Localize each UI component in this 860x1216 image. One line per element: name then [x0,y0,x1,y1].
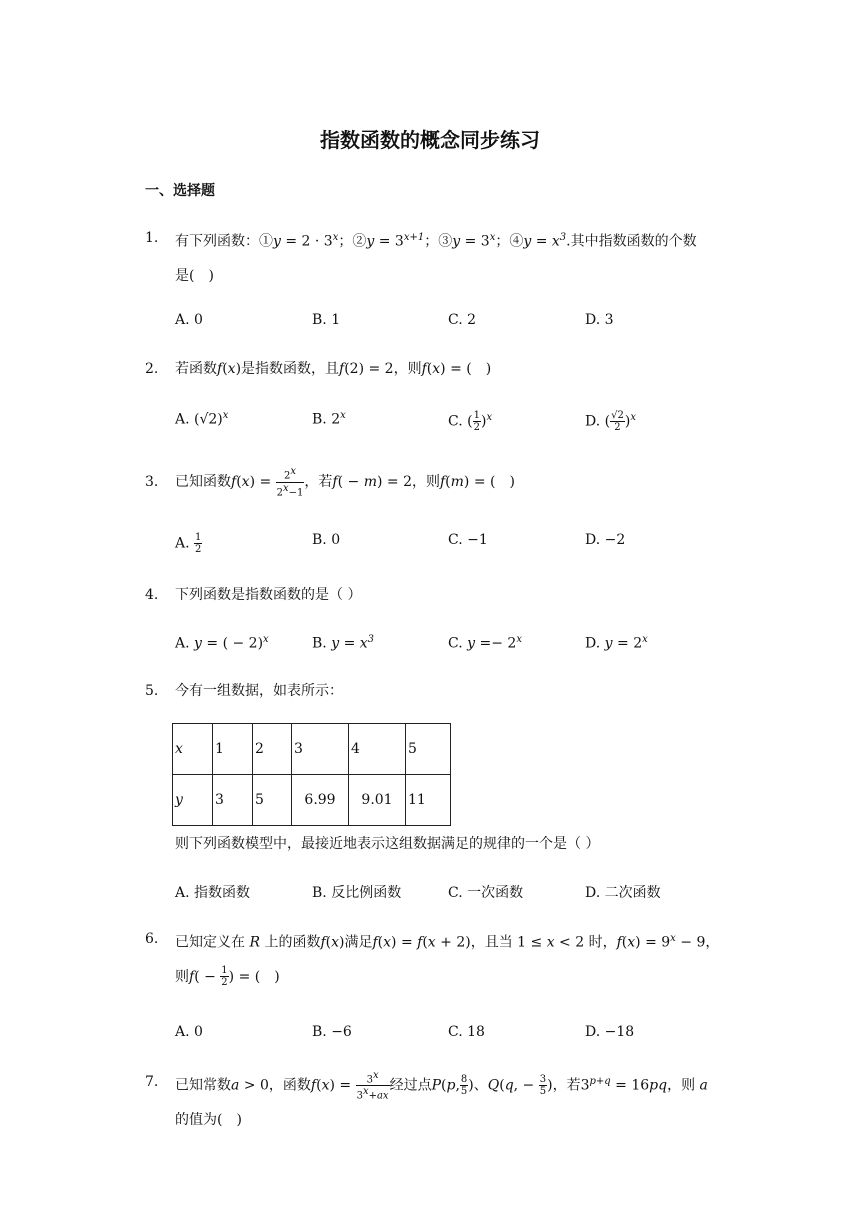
table-cell: 2 [253,724,292,775]
table-cell: 3 [213,775,253,826]
question-number: 5. [145,683,159,699]
question-7 [145,1065,730,1137]
options-5 [175,882,735,906]
table-cell: 1 [213,724,253,775]
option-a: A. y = ( − 2)$^x$ [175,634,269,652]
table-row [173,775,451,826]
option-a: A. 0 [175,1024,203,1040]
question-stem: 有下列函数：①y = $2 \cdot 3^x$；②y = $3^{x+1}$；③y = $3^x$；④y = $x^3$.其中指数函数的个数 是( ) [175,232,697,284]
table-cell: 5 [406,724,451,775]
question-number: 6. [145,931,159,947]
question-number: 7. [145,1074,159,1090]
section-heading: 一、选择题 [145,183,215,199]
question-stem: 下列函数是指数函数的是（ ） [175,587,362,603]
options-4 [175,634,735,658]
option-c: C. 2 [448,312,477,328]
table-cell: 4 [349,724,406,775]
options-2 [175,410,735,434]
option-d: D. −2 [585,532,626,548]
question-6 [145,922,730,994]
question-stem: 今有一组数据，如表所示： [175,683,343,699]
question-5-prompt: 则下列函数模型中，最接近地表示这组数据满足的规律的一个是（ ） [175,836,600,852]
question-4 [145,578,725,612]
option-c: C. $y =- 2^x$ [448,634,522,652]
question-stem: 已知函数f(x) = $\frac{2^x}{2^x-1}$ ，若f( − m) = 2，则f(m) = ( ) [175,466,515,498]
option-a: A. 0 [175,312,203,328]
option-b: B. 0 [312,532,341,548]
document-title: 指数函数的概念同步练习 [320,128,540,152]
table-row [173,724,451,775]
table-cell: y [173,775,213,826]
option-c: C. ( $\frac{1}{2}$ )$^x$ [448,410,493,433]
question-number: 1. [145,230,159,246]
options-1 [175,312,735,336]
table-cell: 6.99 [292,775,349,826]
option-c: C. −1 [448,532,488,548]
option-a: A. $\frac{1}{2}$ [175,532,202,555]
question-number: 3. [145,474,159,490]
table-cell: 5 [253,775,292,826]
data-table [172,723,451,826]
table-cell: 9.01 [349,775,406,826]
question-5 [145,674,725,708]
option-b: B. 2$^x$ [312,410,346,428]
table-cell: 11 [406,775,451,826]
question-stem: 已知常数a > 0，函数f(x) = $\frac{3^x}{3^x+ax}$ 经过点P(p, $\frac{8}{5}$ )、Q(q, − $\frac{3}{5}$ )，若$3^{p+q} = 16pq$，则 a 的值为( ) [175,1069,708,1128]
question-number: 4. [145,587,159,603]
table-cell: 3 [292,724,349,775]
option-b: B. 反比例函数 [312,885,402,901]
table-cell: x [173,724,213,775]
options-3 [175,532,735,556]
question-stem: 若函数f(x)是指数函数，且f(2) = 2，则f(x) = ( ) [175,361,492,377]
option-c: C. 18 [448,1024,485,1040]
question-2 [145,352,725,386]
option-c: C. 一次函数 [448,885,524,901]
option-b: B. −6 [312,1024,352,1040]
option-d: D. 3 [585,312,614,328]
option-d: D. 二次函数 [585,885,661,901]
question-number: 2. [145,361,159,377]
option-b: B. 1 [312,312,341,328]
option-d: D. ( $\frac{√2}{2}$ )$^x$ [585,410,636,433]
question-1 [145,221,725,293]
question-3 [145,465,725,499]
option-a: A. $(√2)^x$ [175,410,229,428]
option-d: D. −18 [585,1024,635,1040]
option-b: B. $y = x^3$ [312,634,375,652]
options-6 [175,1024,735,1048]
question-stem: 已知定义在 R 上的函数f(x)满足f(x) = f(x + 2)，且当 1 ≤ x < 2 时，$f(x) = 9^x - 9$， 则f( − $\frac{1}{2}$ ) = ( ) [175,933,720,989]
option-d: D. $y = 2^x$ [585,634,648,652]
option-a: A. 指数函数 [175,885,251,901]
